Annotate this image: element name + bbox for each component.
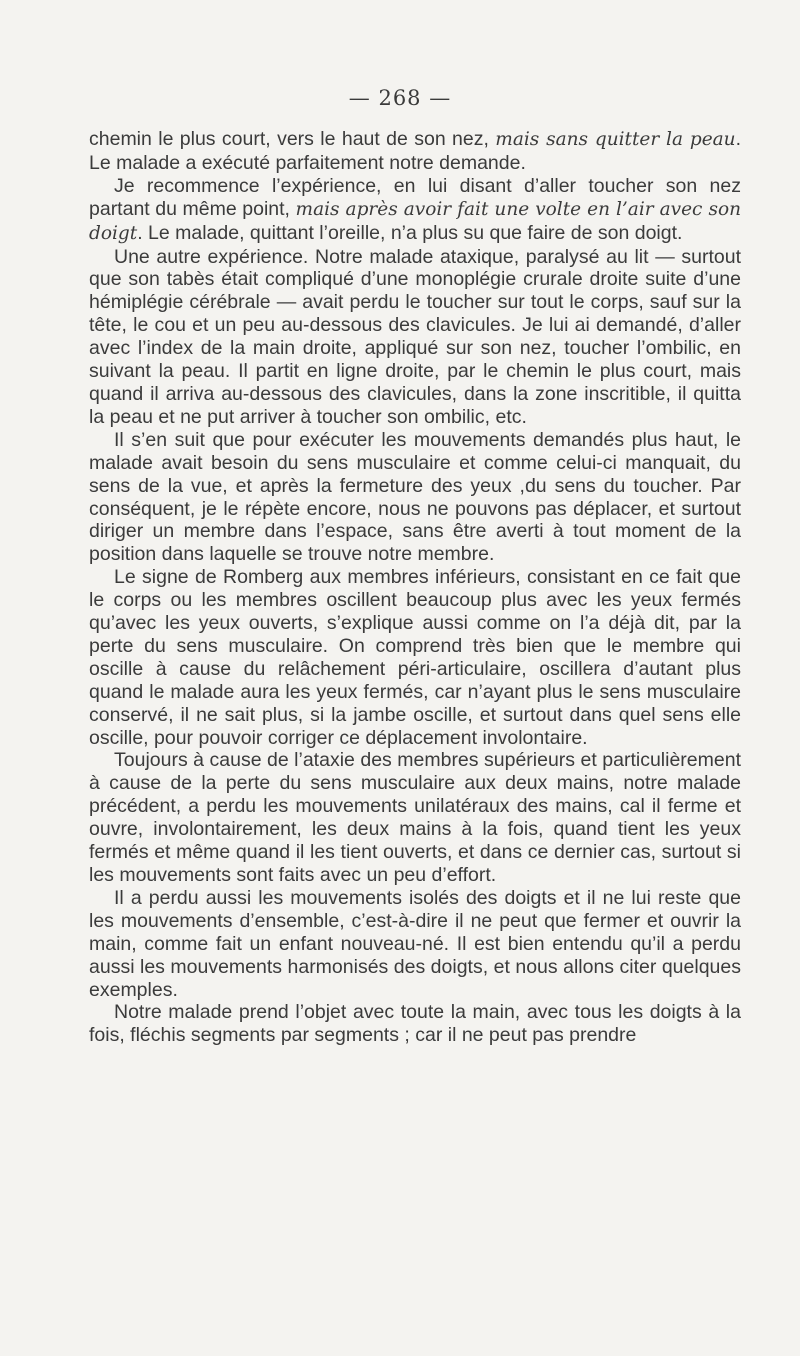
paragraph [89, 749, 741, 886]
body-text [89, 128, 741, 1047]
text-run: Je recommence l’expérience, en lui disant d’aller toucher son nez partant du même point, [89, 174, 741, 220]
paragraph [89, 566, 741, 749]
text-run: . Le malade, quittant l’oreille, n’a plus su que faire de son doigt. [137, 221, 683, 244]
italic-text: mais sans quitter la peau [495, 129, 736, 150]
text-run: Il a perdu aussi les mouvements isolés des doigts et il ne lui reste que les mouvements d’ensemble, c’est-à-dire il ne peut que fermer et ouvrir la main, comme fait un enfant nouveau-né. Il est bien entendu qu’il a perdu aussi les mouvements harmonisés des doigts, et nous allons citer quelques exemples. [89, 886, 741, 1001]
text-run: chemin le plus court, vers le haut de son nez, [89, 128, 496, 150]
text-run: Une autre expérience. Notre malade ataxique, paralysé au lit — surtout que son tabès était compliqué d’une monoplégie crurale droite suite d’une hémiplégie cérébrale — avait perdu le toucher sur tout le corps, sauf sur la tête, le cou et un peu au-dessous des clavicules. Je lui ai demandé, d’aller avec l’index de la main droite, appliqué sur son nez, toucher l’ombilic, en suivant la peau. Il partit en ligne droite, par le chemin le plus court, mais quand il arriva au-dessous des clavicules, dans la zone inscritible, il quitta la peau et ne put arriver à toucher son ombilic, etc. [89, 245, 741, 428]
italic-text: mais après avoir fait une volte en l’air avec son doigt [89, 198, 741, 244]
paragraph [89, 1001, 741, 1047]
paragraph [89, 128, 741, 175]
text-run: Toujours à cause de l’ataxie des membres supérieurs et particulièrement à cause de la perte du sens musculaire aux deux mains, notre malade précédent, a perdu les mouvements unilatéraux des mains, cal il ferme et ouvre, involontairement, les deux mains à la fois, quand tient les yeux fermés et même quand il les tient ouverts, et dans ce dernier cas, surtout si les mouvements sont faits avec un peu d’effort. [89, 749, 741, 886]
paragraph [89, 429, 741, 566]
paragraph [89, 246, 741, 429]
paragraph [89, 175, 741, 246]
text-run: Il s’en suit que pour exécuter les mouvements demandés plus haut, le malade avait besoin du sens musculaire et comme celui-ci manquait, du sens de la vue, et après la fermeture des yeux ,du sens du toucher. Par conséquent, je le répète encore, nous ne pouvons pas déplacer, et surtout diriger un membre dans l’espace, sans être averti à tout moment de la position dans laquelle se trouve notre membre. [89, 428, 741, 566]
text-run: Le signe de Romberg aux membres inférieurs, consistant en ce fait que le corps ou les membres oscillent beaucoup plus avec les yeux fermés qu’avec les yeux ouverts, s’explique aussi comme on l’a déjà dit, par la perte du sens musculaire. On comprend très bien que le membre qui oscille à cause du relâchement péri-articulaire, oscillera d’autant plus quand le malade aura les yeux fermés, car n’ayant plus le sens musculaire conservé, il ne sait plus, si la jambe oscille, et surtout dans quel sens elle oscille, pour pouvoir corriger ce déplacement involontaire. [89, 566, 741, 749]
page-number: — 268 — [348, 86, 452, 110]
paragraph [89, 887, 741, 1002]
text-run: . Le malade a exécuté parfaitement notre demande. [89, 128, 742, 174]
text-run: Notre malade prend l’objet avec toute la main, avec tous les doigts à la fois, fléchis segments par segments ; car il ne peut pas prendre [89, 1001, 741, 1047]
